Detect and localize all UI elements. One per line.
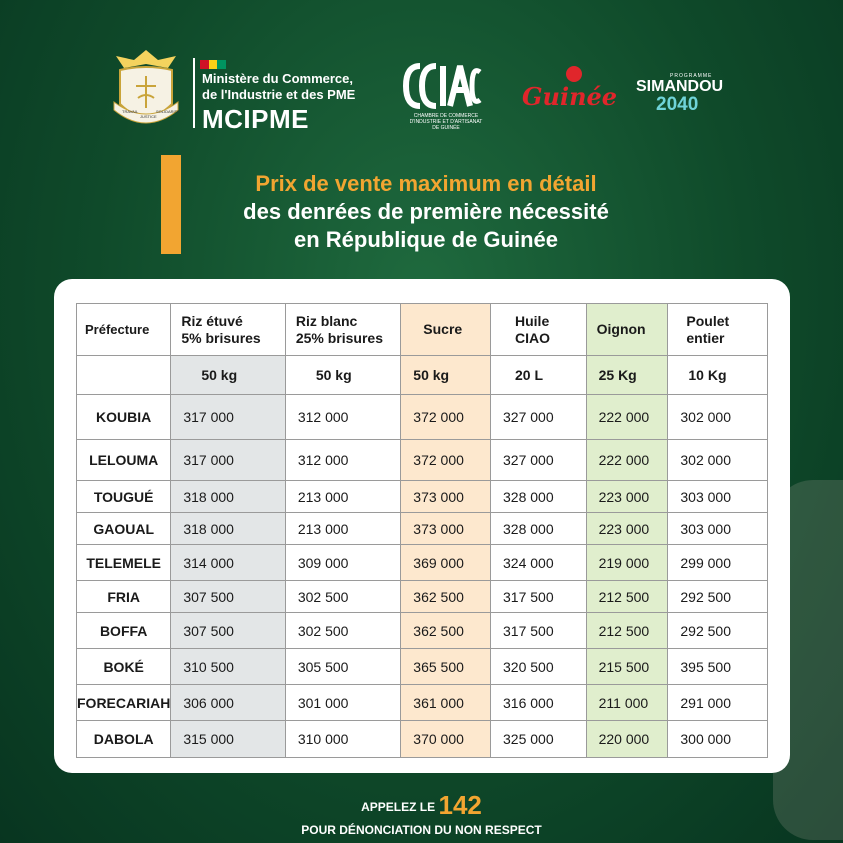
table-row <box>77 545 768 581</box>
price-cell: 312 000 <box>285 395 400 440</box>
price-cell: 212 500 <box>586 613 668 649</box>
unit-cell: 50 kg <box>401 356 491 395</box>
cciag-logo-icon <box>402 60 484 112</box>
prefecture-name: GAOUAL <box>77 513 171 545</box>
table-row <box>77 440 768 481</box>
price-cell: 302 500 <box>285 581 400 613</box>
price-cell: 309 000 <box>285 545 400 581</box>
table-row <box>77 513 768 545</box>
price-cell: 320 500 <box>491 649 587 685</box>
price-cell: 369 000 <box>401 545 491 581</box>
table-row <box>77 685 768 721</box>
prefecture-name: BOFFA <box>77 613 171 649</box>
price-cell: 222 000 <box>586 395 668 440</box>
prefecture-name: BOKÉ <box>77 649 171 685</box>
emblem-motto-3: SOLIDARITÉ <box>156 109 180 114</box>
hotline-number: 142 <box>438 790 482 820</box>
simandou-logo: SIMANDOU <box>636 78 724 95</box>
national-emblem-icon <box>106 46 186 134</box>
guinee-brand-icon <box>566 66 582 82</box>
unit-cell: 10 Kg <box>668 356 768 395</box>
unit-cell: 20 L <box>491 356 587 395</box>
price-table <box>76 303 768 758</box>
price-cell: 372 000 <box>401 395 491 440</box>
price-cell: 300 000 <box>668 721 768 758</box>
price-cell: 302 500 <box>285 613 400 649</box>
price-cell: 373 000 <box>401 481 491 513</box>
call-label: APPELEZ LE <box>361 800 436 814</box>
column-header: Préfecture <box>77 304 171 356</box>
title-line1: Prix de vente maximum en détail <box>255 171 597 196</box>
price-cell: 328 000 <box>491 481 587 513</box>
price-cell: 318 000 <box>171 513 285 545</box>
price-cell: 291 000 <box>668 685 768 721</box>
price-cell: 220 000 <box>586 721 668 758</box>
emblem-motto-2: JUSTICE <box>140 114 157 119</box>
table-row <box>77 581 768 613</box>
column-header: Sucre <box>401 304 491 356</box>
prefecture-name: LELOUMA <box>77 440 171 481</box>
simandou-year: 2040 <box>656 94 699 115</box>
column-header: Riz étuvé 5% brisures <box>171 304 285 356</box>
table-header-row <box>77 304 768 356</box>
price-cell: 310 000 <box>285 721 400 758</box>
price-cell: 327 000 <box>491 440 587 481</box>
price-cell: 302 000 <box>668 440 768 481</box>
price-cell: 328 000 <box>491 513 587 545</box>
price-cell: 314 000 <box>171 545 285 581</box>
price-cell: 312 000 <box>285 440 400 481</box>
table-row <box>77 649 768 685</box>
table-row <box>77 721 768 758</box>
title-line3: en République de Guinée <box>293 227 559 252</box>
footer-subtext: POUR DÉNONCIATION DU NON RESPECT <box>301 823 542 837</box>
footer <box>0 790 843 837</box>
column-header: Huile CIAO <box>491 304 587 356</box>
prefecture-name: KOUBIA <box>77 395 171 440</box>
price-table-card <box>54 279 790 773</box>
guinee-brand-logo: Guinée <box>522 82 618 111</box>
price-cell: 306 000 <box>171 685 285 721</box>
price-cell: 370 000 <box>401 721 491 758</box>
price-cell: 365 500 <box>401 649 491 685</box>
prefecture-name: TELEMELE <box>77 545 171 581</box>
header-divider <box>193 58 195 128</box>
prefecture-name: FORECARIAH <box>77 685 171 721</box>
price-cell: 307 500 <box>171 581 285 613</box>
price-cell: 315 000 <box>171 721 285 758</box>
guinea-flag-icon <box>200 60 226 69</box>
header <box>0 40 843 140</box>
price-cell: 299 000 <box>668 545 768 581</box>
price-cell: 327 000 <box>491 395 587 440</box>
price-cell: 292 500 <box>668 613 768 649</box>
ministry-abbreviation: MCIPME <box>202 104 309 134</box>
price-cell: 302 000 <box>668 395 768 440</box>
ministry-line2: de l'Industrie et des PME <box>202 87 356 102</box>
price-cell: 292 500 <box>668 581 768 613</box>
simandou-program-label: PROGRAMME <box>670 73 713 79</box>
price-cell: 307 500 <box>171 613 285 649</box>
table-row <box>77 481 768 513</box>
ministry-name <box>202 71 355 103</box>
unit-cell: 50 kg <box>285 356 400 395</box>
price-cell: 219 000 <box>586 545 668 581</box>
price-cell: 317 000 <box>171 440 285 481</box>
price-cell: 303 000 <box>668 481 768 513</box>
prefecture-name: DABOLA <box>77 721 171 758</box>
price-cell: 316 000 <box>491 685 587 721</box>
column-header: Riz blanc 25% brisures <box>285 304 400 356</box>
price-cell: 317 500 <box>491 613 587 649</box>
ministry-line1: Ministère du Commerce, <box>202 71 353 86</box>
unit-cell <box>77 356 171 395</box>
price-cell: 372 000 <box>401 440 491 481</box>
prefecture-name: FRIA <box>77 581 171 613</box>
price-cell: 362 500 <box>401 581 491 613</box>
column-header: Poulet entier <box>668 304 768 356</box>
page-title <box>186 170 666 254</box>
price-cell: 305 500 <box>285 649 400 685</box>
title-line2: des denrées de première nécessité <box>243 199 609 224</box>
price-cell: 325 000 <box>491 721 587 758</box>
cciag-caption <box>396 113 496 131</box>
column-header: Oignon <box>586 304 668 356</box>
table-row <box>77 395 768 440</box>
price-cell: 395 500 <box>668 649 768 685</box>
unit-cell: 50 kg <box>171 356 285 395</box>
price-cell: 211 000 <box>586 685 668 721</box>
price-cell: 361 000 <box>401 685 491 721</box>
cciag-line3: DE GUINÉE <box>432 125 460 131</box>
cciag-line1: CHAMBRE DE COMMERCE <box>413 113 479 119</box>
price-cell: 324 000 <box>491 545 587 581</box>
emblem-motto-1: TRAVAIL <box>122 109 139 114</box>
price-cell: 213 000 <box>285 481 400 513</box>
price-cell: 301 000 <box>285 685 400 721</box>
price-cell: 317 500 <box>491 581 587 613</box>
price-cell: 318 000 <box>171 481 285 513</box>
price-cell: 373 000 <box>401 513 491 545</box>
units-row <box>77 356 768 395</box>
price-cell: 223 000 <box>586 513 668 545</box>
price-cell: 212 500 <box>586 581 668 613</box>
price-cell: 317 000 <box>171 395 285 440</box>
price-cell: 362 500 <box>401 613 491 649</box>
table-row <box>77 613 768 649</box>
price-cell: 222 000 <box>586 440 668 481</box>
price-cell: 310 500 <box>171 649 285 685</box>
unit-cell: 25 Kg <box>586 356 668 395</box>
price-cell: 215 500 <box>586 649 668 685</box>
price-cell: 213 000 <box>285 513 400 545</box>
title-accent-bar <box>161 155 181 254</box>
price-cell: 223 000 <box>586 481 668 513</box>
cciag-line2: D'INDUSTRIE ET D'ARTISANAT <box>409 119 483 125</box>
price-cell: 303 000 <box>668 513 768 545</box>
prefecture-name: TOUGUÉ <box>77 481 171 513</box>
